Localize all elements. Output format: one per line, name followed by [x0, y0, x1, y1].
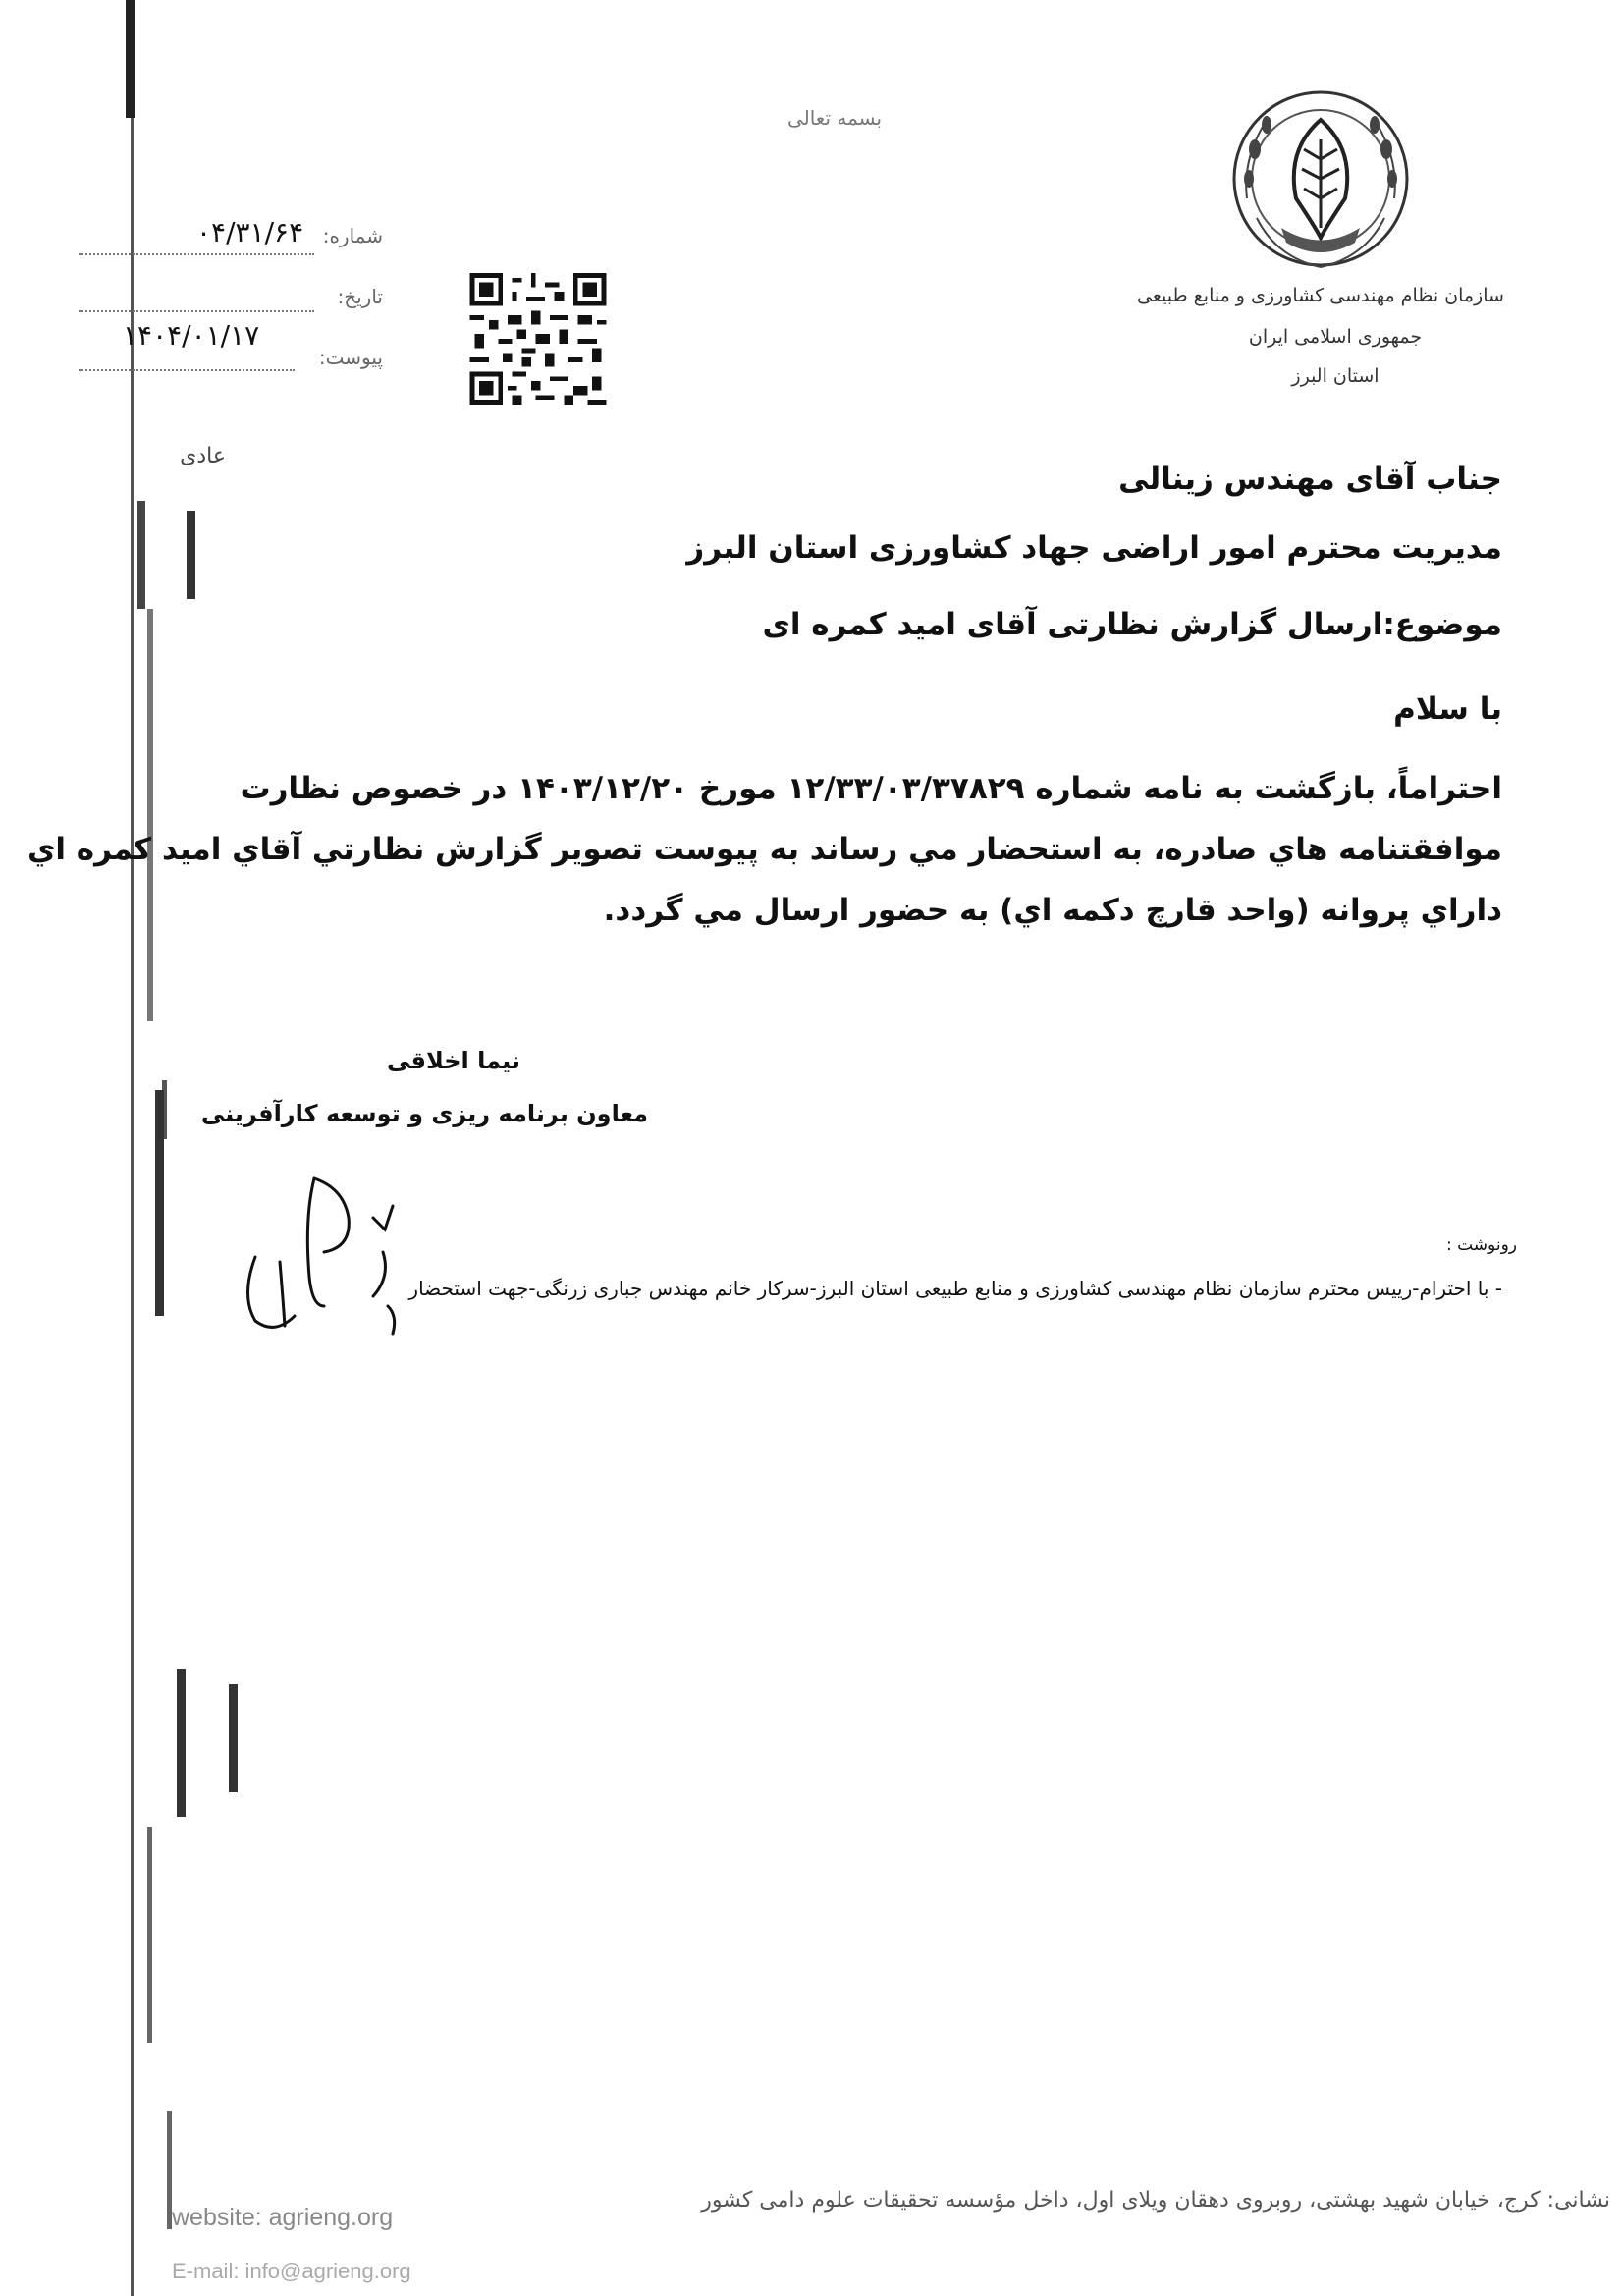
signatory-title: معاون برنامه ریزی و توسعه کارآفرینی [200, 1100, 648, 1127]
attachment-label: پیوست: [318, 346, 383, 369]
scan-edge-mark [187, 511, 195, 599]
letter-greeting: با سلام [1393, 691, 1502, 727]
organization-province: استان البرز [1291, 365, 1380, 387]
date-dotted-line [79, 310, 314, 312]
organization-emblem-icon [1227, 81, 1414, 287]
scan-edge-mark [126, 0, 135, 118]
recipient-name: جناب آقای مهندس زینالی [1118, 462, 1502, 497]
qr-code-icon [469, 273, 607, 405]
number-label: شماره: [322, 224, 383, 247]
organization-name: سازمان نظام مهندسی کشاورزی و منابع طبیعی [1137, 285, 1504, 306]
number-dotted-line [79, 253, 314, 255]
letter-body-line: احتراماً، بازگشت به نامه شماره ۱۲/۳۳/۰۳/۳۷۸۲۹ مورخ ۱۴۰۳/۱۲/۲۰ در خصوص نظارت [240, 771, 1502, 806]
letter-body-line: موافقتنامه هاي صادره، به استحضار مي رساند به پيوست تصوير گزارش نظارتي آقاي اميد كمره اي [27, 832, 1502, 867]
scan-edge-mark [229, 1684, 238, 1792]
cc-label: رونوشت : [1445, 1235, 1517, 1255]
signatory-name: نیما اخلاقی [386, 1047, 520, 1074]
date-value: ۱۴۰۴/۰۱/۱۷ [123, 319, 260, 352]
scan-edge-mark [137, 501, 145, 609]
scan-edge-mark [155, 1090, 164, 1316]
handwritten-signature [236, 1159, 452, 1355]
letter-subject: موضوع:ارسال گزارش نظارتی آقای امید کمره ای [762, 607, 1502, 642]
footer-address: نشانی: کرج، خیابان شهید بهشتی، روبروی دهقان ویلای اول، داخل مؤسسه تحقیقات علوم دامی کشور [701, 2188, 1610, 2213]
organization-country: جمهوری اسلامی ایران [1248, 326, 1423, 348]
bismillah-heading: بسمه تعالی [786, 106, 883, 130]
footer-website: website: agrieng.org [172, 2204, 394, 2231]
scan-edge-mark [147, 1827, 152, 2043]
recipient-title: مدیریت محترم امور اراضی جهاد کشاورزی استان البرز [686, 530, 1502, 566]
scan-edge-mark [177, 1669, 186, 1817]
date-label: تاریخ: [337, 285, 383, 308]
letter-body-line: داراي پروانه (واحد قارچ دكمه اي) به حضور ارسال مي گردد. [603, 893, 1502, 928]
scan-edge-mark [147, 609, 153, 1021]
number-value: ۰۴/۳۱/۶۴ [196, 216, 304, 248]
attachment-dotted-line [79, 369, 295, 371]
footer-email: E-mail: info@agrieng.org [172, 2259, 411, 2283]
classification-label: عادی [180, 444, 226, 468]
cc-recipients: - با احترام-رییس محترم سازمان نظام مهندسی کشاورزی و منابع طبیعی استان البرز-سرکار خانم مهندس جباری زرنگی-جهت استحضار [408, 1277, 1502, 1300]
